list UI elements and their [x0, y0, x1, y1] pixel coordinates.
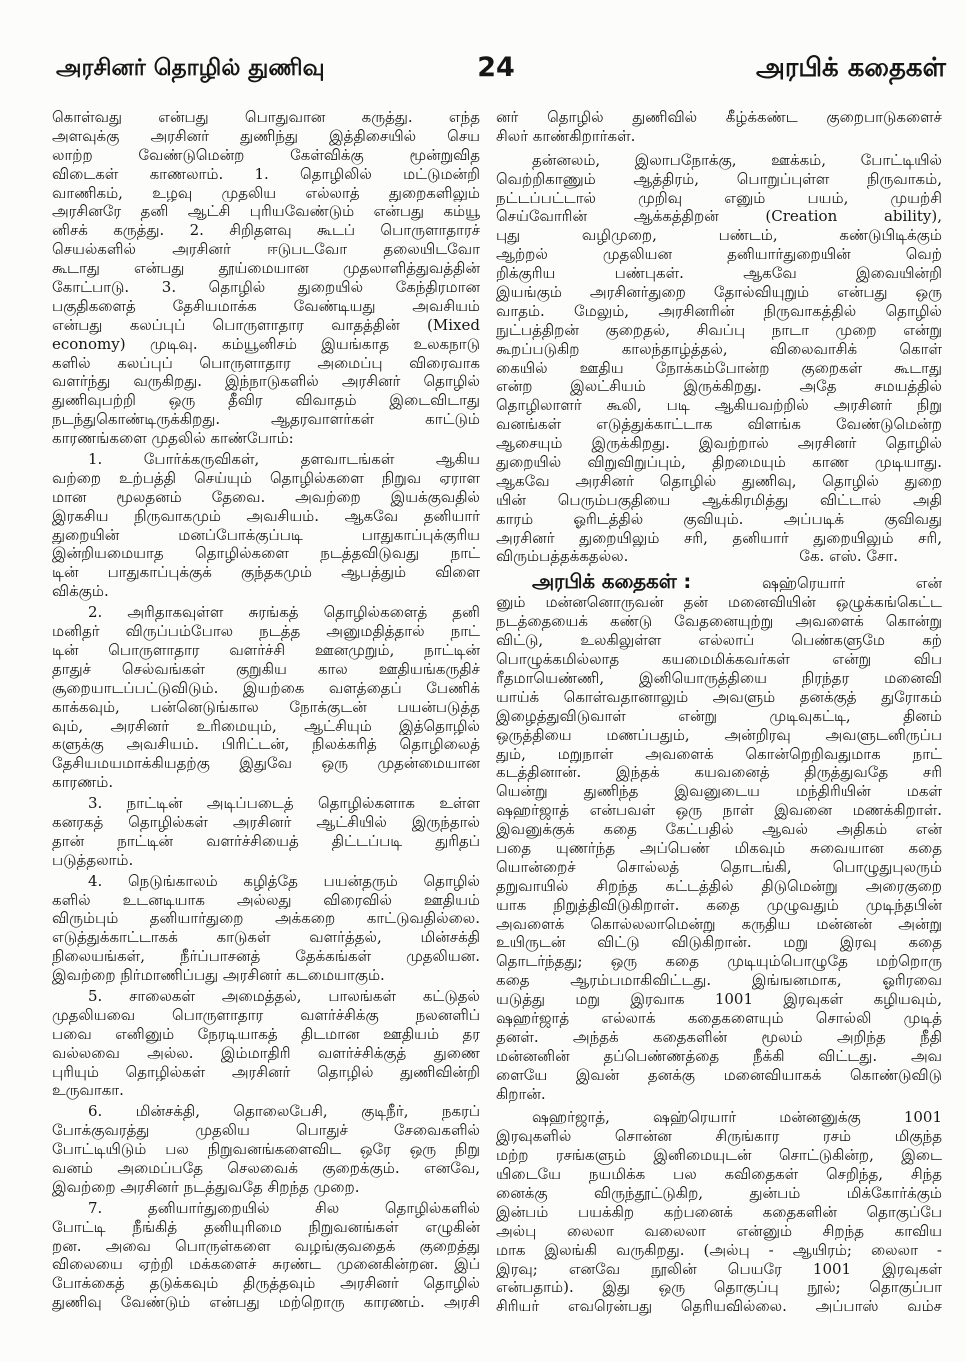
- text-line: காரணம்.: [52, 773, 114, 792]
- text-line: ஷஹர்ஜாத் என்பவள் ஒரு நாள் இவனை மணக்கிறாள்.: [496, 801, 942, 820]
- entry-paragraph: [496, 571, 942, 1103]
- text-line: வல்லவை அல்ல. இம்மாதிரி வளர்ச்சிக்குத் துணை: [52, 1043, 480, 1062]
- text-line: போட்டி நீங்கித் தனியுரிமை நிறுவனங்கள் எழுகின்: [52, 1217, 480, 1236]
- text-line: புது வழிமுறை, பண்டம், கண்டுபிடிக்கும்: [496, 226, 942, 245]
- text-line: 6. மின்சக்தி, தொலைபேசி, குடிநீர், நகரப்: [88, 1102, 480, 1121]
- text-line: இன்றியமையாத தொழில்களை நடத்தவிடுவது நாட்: [52, 544, 480, 563]
- text-line: களுக்கு அவசியம். பிரிட்டன், நிலக்கரித் தொழிலைத்: [52, 735, 480, 754]
- text-line: அளவுக்கு அரசினர் துணிந்து இத்திசையில் செய: [52, 126, 480, 145]
- text-line: னிசக் கருத்து. 2. சிறிதளவு கூடப் பொருளாதாரச்: [52, 221, 480, 240]
- text-line: யின் பெரும்பகுதியை ஆக்கிரமித்து விட்டால் அதி: [496, 490, 942, 509]
- text-line: போக்கைத் தடுக்கவும் திருத்தவும் அரசினர் தொழில்: [52, 1274, 480, 1293]
- text-line: ஆற்றல் முதலியன தனியார்துறையின் வெற்: [496, 245, 942, 264]
- running-head-right: அரபிக் கதைகள்: [756, 53, 946, 83]
- text-line: இரகசிய நிருவாகமும் அவசியம். ஆகவே தனியார்: [52, 506, 480, 525]
- text-line: கனரகத் தொழில்கள் அரசினர் ஆட்சியில் இருந்தால்: [52, 812, 480, 831]
- text-line: போக்குவரத்து முதலிய பொதுச் சேவைகளில்: [52, 1121, 480, 1140]
- text-line: தனள். அந்தக் கதைகளின் மூலம் அறிந்த நீதி: [496, 1027, 942, 1046]
- text-line: தறுவாயில் சிறந்த கட்டத்தில் திடுமென்று அரைகுறை: [496, 876, 942, 895]
- text-line: வனம் அமைப்பதே செலவைக் குறைக்கும். எனவே,: [52, 1158, 480, 1177]
- text-line: முதலியவை பொருளாதார வளர்ச்சிக்கு நலனளிப்: [52, 1005, 480, 1024]
- text-line: உருவாகா.: [52, 1081, 124, 1100]
- text-line: என்பது கலப்புப் பொருளாதார வாதத்தின் (Mixed: [52, 315, 480, 334]
- text-line: டின் பொருளாதார வளர்ச்சி ஊனமுறும், நாட்டின்: [52, 640, 480, 659]
- text-line: வளர்ந்து வருகிறது. இந்நாடுகளில் அரசினர் தொழில்: [52, 372, 480, 391]
- text-line: தன்னலம், இலாபநோக்கு, ஊக்கம், போட்டியில்: [532, 150, 942, 169]
- text-line: புரியும் தொழில்கள் அரசினர் தொழில் துணிவின்றி: [52, 1062, 480, 1081]
- text-line: விடைகள் காணலாம். 1. தொழிலில் மட்டுமன்றி: [52, 164, 480, 183]
- text-line: [496, 571, 942, 593]
- text-line: விரும்பும் தனியார்துறை அக்கறை காட்டுவதில்லை.: [52, 909, 480, 928]
- text-line: யடுத்து மறு இரவாக 1001 இரவுகள் கழியவும்,: [496, 990, 942, 1009]
- text-line: என்ற இலட்சியம் இருக்கிறது. அதே சமயத்தில்: [496, 377, 942, 396]
- text-line: தொடர்ந்தது; ஒரு கதை முடியும்பொழுதே மற்றொரு: [496, 952, 942, 971]
- text-line: காரம் ஓரிடத்தில் குவியும். அப்படிக் குவிவது: [496, 509, 942, 528]
- text-line: யொன்றைச் சொல்லத் தொடங்கி, பொழுதுபுலரும்: [496, 857, 942, 876]
- text-line: கடத்தினான். இந்தக் கயவனைத் திருத்துவதே சரி: [496, 763, 942, 782]
- text-line: னர் தொழில் துணிவில் கீழ்க்கண்ட குறைபாடுகளைச்: [496, 108, 942, 126]
- text-line: 3. நாட்டின் அடிப்படைத் தொழில்களாக உள்ள: [88, 794, 480, 813]
- text-line: ஆசையும் இருக்கிறது. இவற்றால் அரசினர் தொழில்: [496, 434, 942, 453]
- paragraph: [52, 987, 480, 1100]
- right-column: [496, 108, 942, 1316]
- text-line: நட்டப்பட்டால் முறிவு எனும் பயம், முயற்சி: [496, 188, 942, 207]
- page-number: 24: [477, 52, 515, 83]
- text-line: 1. போர்க்கருவிகள், தளவாடங்கள் ஆகிய: [88, 450, 480, 469]
- text-line: களில் கலப்புப் பொருளாதார அமைப்பு விரைவாக: [52, 353, 480, 372]
- text-line: என்பதாம்). இது ஒரு தொகுப்பு நூல்; தொகுப்பா: [496, 1278, 942, 1297]
- text-line: 4. நெடுங்காலம் கழித்தே பயன்தரும் தொழில்: [88, 871, 480, 890]
- paragraph: [52, 1102, 480, 1196]
- text-line: தும், மறுநாள் அவளைக் கொன்றெறிவதுமாக நாட்: [496, 744, 942, 763]
- text-line: விக்கும்.: [52, 582, 109, 601]
- text-line: வாணிகம், உழவு முதலிய எல்லாத் துறைகளிலும்: [52, 183, 480, 202]
- text-line: ஷஹர்ஜாத் எல்லாக் கதைகளையும் சொல்லி முடித்: [496, 1008, 942, 1027]
- text-line: யிடையே நயமிக்க பல கவிதைகள் செறிந்த, சிந்த: [496, 1165, 942, 1184]
- text-line: ஆகவே அரசினர் தொழில் துணிவு, தொழில் துறை: [496, 471, 942, 490]
- text-line: அவளைக் கொல்லலாமென்று கருதிய மன்னன் அன்று: [496, 914, 942, 933]
- text-line: யாக நிறுத்திவிடுகிறாள். கதை முழுவதும் முடிந்தபின்: [496, 895, 942, 914]
- text-line: கோட்பாடு. 3. தொழில் துறையில் கேந்திரமான: [52, 278, 480, 297]
- text-line: நிலையங்கள், நீர்ப்பாசனத் தேக்கங்கள் முதலியன.: [52, 947, 480, 966]
- text-line: தேசியமயமாக்கியதற்கு இதுவே ஒரு முதன்மையான: [52, 754, 480, 773]
- text-line: னைக்கு விருந்தூட்டுகிற, துன்பம் மிக்கோர்க்கும்: [496, 1183, 942, 1202]
- text-line: சிலர் காண்கிறார்கள்.: [496, 126, 636, 145]
- text-line: வற்றை உற்பத்தி செய்யும் தொழில்களை நிறுவ ஏராள: [52, 468, 480, 487]
- text-line: அரசினர் துறையிலும் சரி, தனியார் துறையிலும் சரி,: [496, 528, 942, 547]
- author-initials: கே. எஸ். சோ.: [799, 547, 898, 566]
- paragraph: [52, 1199, 480, 1312]
- text-line: படுத்தலாம்.: [52, 850, 134, 869]
- text-line: நடந்துகொண்டிருக்கிறது. ஆதரவாளர்கள் காட்டும்: [52, 410, 480, 429]
- text-line: இரவு; எனவே நூலின் பெயரே 1001 இரவுகள்: [496, 1259, 942, 1278]
- text-line: இவற்றை நிர்மாணிப்பது அரசினர் கடமையாகும்.: [52, 966, 385, 985]
- paragraph: [496, 108, 942, 146]
- text-line: 7. தனியார்துறையில் சில தொழில்களில்: [88, 1198, 480, 1217]
- text-line: பவை எனினும் நேரடியாகத் திடமான ஊதியம் தர: [52, 1024, 480, 1043]
- text-line: துணிவுபற்றி ஒரு தீவிர விவாதம் இடைவிடாது: [52, 391, 480, 410]
- text-line: மன்னனின் தப்பெண்ணத்தை நீக்கி விட்டது. அவ: [496, 1046, 942, 1065]
- text-line: ஷஹர்ஜாத், ஷஹ்ரெயார் மன்னனுக்கு 1001: [532, 1108, 942, 1127]
- text-line: பகுதிகளைத் தேசியமாக்க வேண்டியது அவசியம்: [52, 296, 480, 315]
- text-line: தான் நாட்டின் வளர்ச்சியைத் திட்டப்படி துரிதப்: [52, 831, 480, 850]
- text-line: போட்டியிடும் பல நிறுவனங்களைவிட ஒரே ஒரு நிறு: [52, 1140, 480, 1159]
- text-line: இரவுகளில் சொன்ன சிருங்கார ரசம் மிகுந்த: [496, 1127, 942, 1146]
- text-line: டின் பாதுகாப்புக்குக் குந்தகமும் ஆபத்தும் விளை: [52, 563, 480, 582]
- text-line: இழைத்துவிடுவாள் என்று முடிவுகட்டி, தினம்: [496, 706, 942, 725]
- text-line: 5. சாலைகள் அமைத்தல், பாலங்கள் கட்டுதல்: [88, 986, 480, 1005]
- text-line: வும், அரசினர் உரிமையும், ஆட்சியும் இத்தொழில்: [52, 716, 480, 735]
- text-line: செய்வோரின் ஆக்கத்திறன் (Creation ability),: [496, 207, 942, 226]
- text-line: மான மூலதனம் தேவை. அவற்றை இயக்குவதில்: [52, 487, 480, 506]
- text-line: நடத்தையைக் கண்டு வேதனையுற்று அவளைக் கொன்று: [496, 612, 942, 631]
- paragraph: [52, 872, 480, 985]
- paragraph: [52, 603, 480, 792]
- text-line: சூறையாடப்பட்டுவிடும். இயற்கை வளத்தைப் பேணிக்: [52, 678, 480, 697]
- paragraph: [52, 794, 480, 870]
- text-line: இவனுக்குக் கதை கேட்பதில் ஆவல் அதிகம் என்: [496, 820, 942, 839]
- text-line: பொழுக்கமில்லாத கயமைமிக்கவர்கள் என்று விப: [496, 650, 942, 669]
- paragraph: [496, 1108, 942, 1316]
- text-line: களில் உடனடியாக அல்லது விரைவில் ஊதியம்: [52, 890, 480, 909]
- paragraph: [52, 108, 480, 448]
- text-line: economy) முடிவு. கம்யூனிசம் இயங்காத உலகநாடு: [52, 334, 480, 353]
- text-line: ஒருத்தியை மணப்பதும், அன்றிரவு அவளுடனிருப்ப: [496, 725, 942, 744]
- text-line: அல்பு லைலா வலைலா என்னும் சிறந்த காவிய: [496, 1221, 942, 1240]
- text-line: விட்டு, உலகிலுள்ள எல்லாப் பெண்களுமே கற்: [496, 631, 942, 650]
- text-line: இயங்கும் அரசினர்துறை தோல்வியுறும் என்பது ஒரு: [496, 283, 942, 302]
- text-line: அரசினரே தனி ஆட்சி புரியவேண்டும் என்பது கம்யூ: [52, 202, 480, 221]
- text-line: [496, 547, 942, 566]
- text-line: வெற்றிகாணும் ஆத்திரம், பொறுப்புள்ள நிருவாகம்,: [496, 169, 942, 188]
- text-line: துறையின் மனப்போக்குப்படி பாதுகாப்புக்குரிய: [52, 525, 480, 544]
- text-line: எடுத்துக்காட்டாகக் காடுகள் வளர்த்தல், மின்சக்தி: [52, 928, 480, 947]
- text-line: ரீதமாயெண்ணி, இனியொருத்தியை நிரந்தர மனைவி: [496, 668, 942, 687]
- text-line: காரணங்களை முதலில் காண்போம்:: [52, 429, 294, 448]
- text-line: றன. அவை பொருள்களை வழங்குவதைக் குறைத்து: [52, 1236, 480, 1255]
- text-line: மனிதர் விருப்பம்போல நடத்த அனுமதித்தால் நாட்: [52, 622, 480, 641]
- text-line: வனங்கள் எடுத்துக்காட்டாக விளங்க வேண்டுமென்ற: [496, 415, 942, 434]
- line-text: ஷஹ்ரெயார் என்: [761, 574, 942, 593]
- text-line: கையில் ஊதிய நோக்கம்போன்ற குறைகள் கூடாது: [496, 358, 942, 377]
- text-line: மாக இலங்கி வருகிறது. (அல்பு - ஆயிரம்; லைலா -: [496, 1240, 942, 1259]
- paragraph: [496, 151, 942, 567]
- text-line: உயிருடன் விட்டு விடுகிறான். மறு இரவு கதை: [496, 933, 942, 952]
- text-line: துறையில் விறுவிறுப்பும், திறமையும் காண முடியாது.: [496, 453, 942, 472]
- text-line: கிறான்.: [496, 1084, 546, 1103]
- text-line: பதை யுணர்ந்த அப்பெண் மிகவும் சுவையான கதை: [496, 838, 942, 857]
- text-line: கொள்வது என்பது பொதுவான கருத்து. எந்த: [52, 108, 480, 126]
- text-line: இன்பம் பயக்கிற கற்பனைக் கதைகளின் தொகுப்பே: [496, 1202, 942, 1221]
- text-line: றிக்குரிய பண்புகள். ஆகவே இவையின்றி: [496, 264, 942, 283]
- text-line: கூறப்படுகிற காலந்தாழ்த்தல், விலைவாசிக் கொள்: [496, 339, 942, 358]
- text-line: காக்கவும், பன்னெடுங்கால நோக்குடன் பயன்படுத்த: [52, 697, 480, 716]
- text-line: செயல்களில் அரசினர் ஈடுபடவோ தலையிடவோ: [52, 240, 480, 259]
- text-line: யாய்க் கொள்வதானாலும் அவளும் தனக்குத் துரோகம்: [496, 687, 942, 706]
- text-line: தாதுச் செல்வங்கள் குறுகிய கால ஊதியங்கருதிச்: [52, 659, 480, 678]
- text-line: ளையே இவன் தனக்கு மனைவியாகக் கொண்டுவிடு: [496, 1065, 942, 1084]
- running-head-left: அரசினர் தொழில் துணிவு: [56, 55, 325, 81]
- entry-title: அரபிக் கதைகள் :: [532, 571, 692, 594]
- text-line: மற்ற ரசங்களும் இனிமையுடன் சொட்டுகின்ற, இடை: [496, 1146, 942, 1165]
- text-line: விலையை ஏற்றி மக்களைச் சுரண்ட முனைகின்றன. இப்: [52, 1255, 480, 1274]
- text-line: 2. அரிதாகவுள்ள சுரங்கத் தொழில்களைத் தனி: [88, 603, 480, 622]
- text-line: வாதம். மேலும், அரசினரின் நிருவாகத்தில் தொழில்: [496, 301, 942, 320]
- text-line: லாற்ற வேண்டுமென்ற கேள்விக்கு மூன்றுவித: [52, 145, 480, 164]
- paragraph: [52, 450, 480, 601]
- text-line: னும் மன்னனொருவன் தன் மனைவியின் ஒழுக்கங்கெட்ட: [496, 593, 942, 612]
- text-line: சிரியர் எவரென்பது தெரியவில்லை. அப்பாஸ் வம்ச: [496, 1297, 942, 1316]
- text-line: இவற்றை அரசினர் நடத்துவதே சிறந்த முறை.: [52, 1177, 360, 1196]
- text-line: தொழிலாளர் கூலி, படி ஆகியவற்றில் அரசினர் நிறு: [496, 396, 942, 415]
- left-column: [52, 108, 480, 1312]
- text-line: கதை ஆரம்பமாகிவிட்டது. இங்ஙனமாக, ஓரிரவை: [496, 971, 942, 990]
- text-line: நுட்பத்திறன் குறைதல், சிவப்பு நாடா முறை என்று: [496, 320, 942, 339]
- line-text: விரும்பத்தக்கதல்ல.: [496, 547, 629, 566]
- text-line: யென்று துணிந்த இவனுடைய மந்திரியின் மகள்: [496, 782, 942, 801]
- text-line: கூடாது என்பது தூய்மையான முதலாளித்துவத்தின்: [52, 259, 480, 278]
- text-line: துணிவு வேண்டும் என்பது மற்றொரு காரணம். அரசி: [52, 1293, 480, 1312]
